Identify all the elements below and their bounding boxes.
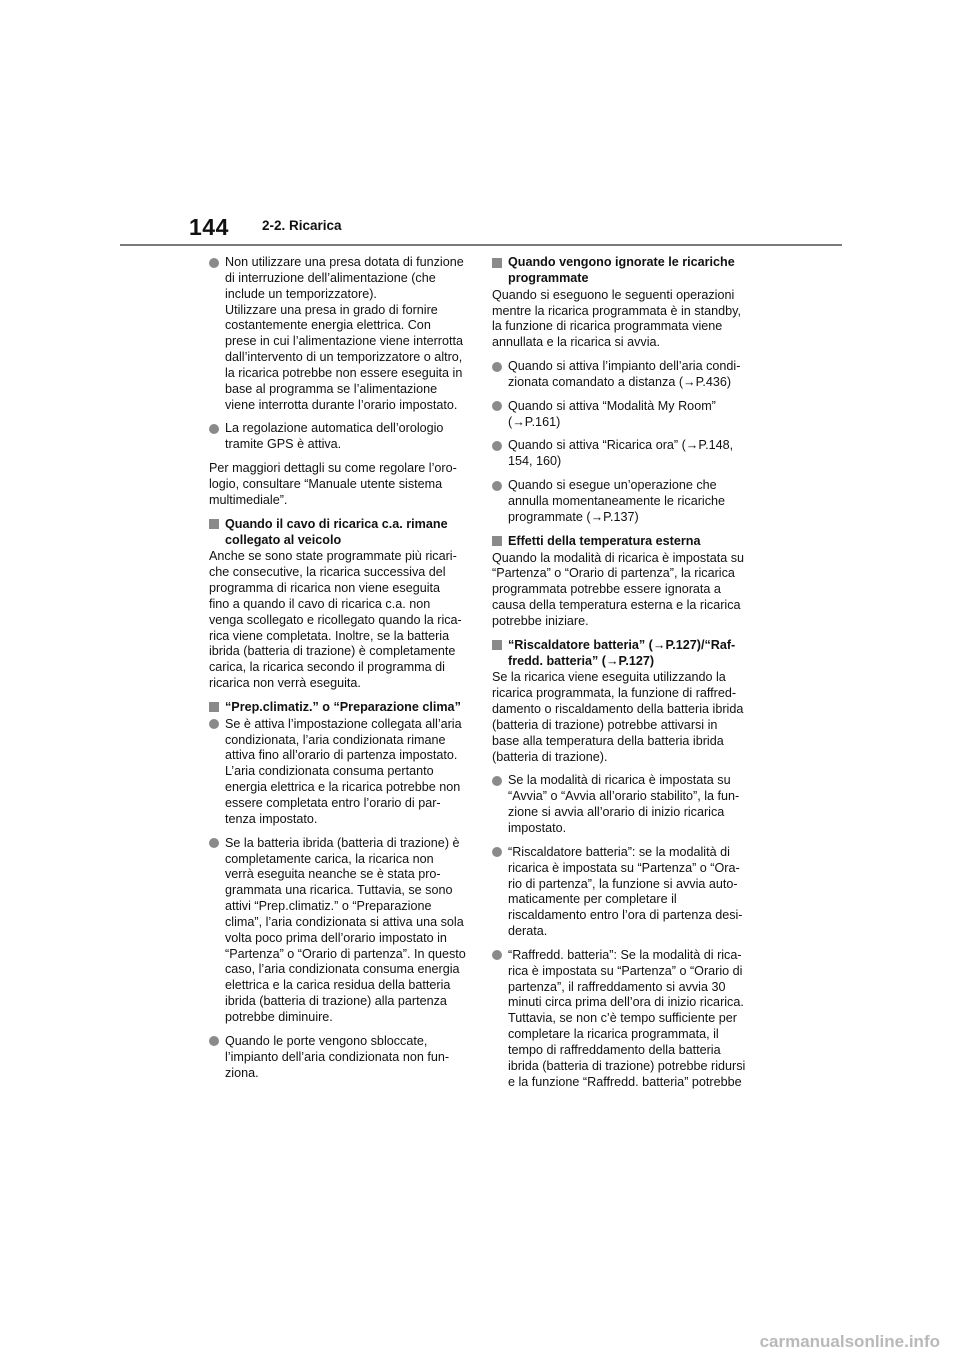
text-line: rica è impostata su “Partenza” o “Orario di — [508, 963, 743, 978]
text-line: Quando le porte vengono sbloccate, — [225, 1033, 428, 1048]
paragraph — [492, 551, 750, 630]
bullet-item — [209, 1034, 467, 1082]
bullet-item — [209, 255, 467, 413]
heading-square-icon — [209, 702, 219, 712]
text-line: base alla temperatura della batteria ibrida — [492, 733, 724, 748]
text-line: grammata una ricarica. Tuttavia, se sono — [225, 883, 453, 898]
text-line: annullata e la ricarica si avvia. — [492, 335, 660, 350]
bullet-item — [492, 948, 750, 1091]
text-line: caso, l’aria condizionata consuma energia — [225, 962, 460, 977]
text-line: Se la ricarica viene eseguita utilizzando la — [492, 670, 726, 685]
text-line: (batteria di trazione) potrebbe attivarsi in — [492, 717, 718, 732]
page-header — [0, 0, 960, 250]
text-line: minuti circa prima dell’ora di inizio ricarica. — [508, 995, 744, 1010]
text-line: L’aria condizionata consuma pertanto — [225, 764, 434, 779]
text-line: programmate — [508, 270, 589, 285]
bullet-dot-icon — [492, 441, 502, 451]
text-line: Effetti della temperatura esterna — [508, 533, 701, 548]
text-line: “Partenza” o “Orario di partenza”. In questo — [225, 946, 466, 961]
text-line: Quando si attiva l’impianto dell’aria condi- — [508, 359, 741, 374]
text-line: ibrida (batteria di trazione) alla partenza — [225, 994, 447, 1009]
bullet-item — [492, 478, 750, 526]
subsection-heading — [209, 700, 467, 716]
heading-square-icon — [492, 258, 502, 268]
text-line: di interruzione dell’alimentazione (che — [225, 270, 436, 285]
text-line: programmate (→P.137) — [508, 509, 639, 524]
text-line: Quando vengono ignorate le ricariche — [508, 255, 735, 269]
text-line: include un temporizzatore). — [225, 286, 377, 301]
text-line: impostato. — [508, 821, 567, 835]
text-line: mentre la ricarica programmata è in standby, — [492, 303, 741, 318]
text-line: Se è attiva l’impostazione collegata all’aria — [225, 716, 462, 731]
bullet-item — [492, 399, 750, 431]
text-line: zionata comandato a distanza (→P.436) — [508, 374, 732, 389]
bullet-item — [209, 717, 467, 828]
text-line: completare la ricarica programmata, il — [508, 1027, 719, 1042]
text-line: Se la batteria ibrida (batteria di trazione) è — [225, 835, 460, 850]
heading-square-icon — [492, 536, 502, 546]
text-line: (batteria di trazione). — [492, 749, 608, 764]
text-line: essere completata entro l’orario di par- — [225, 796, 441, 810]
text-line: fredd. batteria” (→P.127) — [508, 653, 655, 668]
text-line: multimediale”. — [209, 492, 288, 507]
text-line: ibrida (batteria di trazione) potrebbe ridursi — [508, 1058, 746, 1073]
section-title: 2-2. Ricarica — [262, 218, 342, 233]
text-line: attiva fino all’orario di partenza impostato. — [225, 748, 458, 763]
text-line: dall’intervento di un temporizzatore o altro, — [225, 350, 463, 365]
left-column — [209, 255, 467, 1089]
text-line: ibrida (batteria di trazione) è completamente — [209, 644, 456, 659]
text-line: rica viene completata. Inoltre, se la batteria — [209, 628, 450, 643]
paragraph — [492, 288, 750, 351]
bullet-item — [492, 845, 750, 940]
text-line: Quando si attiva “Ricarica ora” (→P.148, — [508, 438, 734, 453]
bullet-dot-icon — [492, 950, 502, 960]
text-line: (→P.161) — [508, 414, 561, 429]
text-line: 154, 160) — [508, 454, 562, 469]
bullet-dot-icon — [209, 719, 219, 729]
text-line: la ricarica potrebbe non essere eseguita in — [225, 365, 463, 380]
bullet-dot-icon — [492, 847, 502, 857]
text-line: Quando si eseguono le seguenti operazioni — [492, 287, 735, 302]
heading-square-icon — [209, 519, 219, 529]
text-line: e la funzione “Raffredd. batteria” potrebbe — [508, 1074, 742, 1089]
bullet-dot-icon — [209, 258, 219, 268]
paragraph — [492, 670, 750, 765]
text-line: viene interrotta durante l’orario impostato. — [225, 397, 458, 412]
text-line: Tuttavia, se non c’è tempo sufficiente per — [508, 1011, 737, 1026]
text-line: Quando il cavo di ricarica c.a. rimane — [225, 516, 448, 531]
text-line: Se la modalità di ricarica è impostata su — [508, 773, 731, 788]
text-line: causa della temperatura esterna e la ricarica — [492, 598, 741, 613]
subsection-heading — [209, 517, 467, 549]
text-line: ricarica programmata, la funzione di raffred- — [492, 686, 737, 701]
bullet-item — [492, 438, 750, 470]
text-line: maticamente per completare il — [508, 892, 677, 907]
subsection-heading — [492, 534, 750, 550]
text-line: “Riscaldatore batteria” (→P.127)/“Raf- — [508, 637, 736, 652]
bullet-dot-icon — [492, 776, 502, 786]
bullet-item — [209, 836, 467, 1026]
text-line: Per maggiori dettagli su come regolare l’oro- — [209, 461, 457, 476]
text-line: rio di partenza”, la funzione si avvia auto- — [508, 876, 738, 891]
text-line: ricarica non verrà eseguita. — [209, 676, 361, 691]
text-line: Quando si esegue un’operazione che — [508, 478, 717, 493]
bullet-dot-icon — [492, 362, 502, 372]
bullet-dot-icon — [209, 838, 219, 848]
text-line: “Partenza” o “Orario di partenza”, la ricarica — [492, 566, 735, 581]
text-line: venga scollegato e ricollegato quando la rica- — [209, 612, 462, 627]
heading-square-icon — [492, 640, 502, 650]
bullet-item — [492, 773, 750, 836]
text-line: logio, consultare “Manuale utente sistema — [209, 476, 443, 491]
subsection-heading — [492, 638, 750, 670]
text-line: che consecutive, la ricarica successiva del — [209, 565, 446, 580]
text-line: tenza impostato. — [225, 811, 318, 826]
text-line: Quando si attiva “Modalità My Room” — [508, 398, 716, 413]
text-line: “Raffredd. batteria”: Se la modalità di rica- — [508, 947, 742, 962]
text-line: “Avvia” o “Avvia all’orario stabilito”, la fun- — [508, 789, 740, 804]
text-line: prese in cui l’alimentazione viene interrotta — [225, 334, 464, 349]
text-line: elettrica e la carica residua della batteria — [225, 978, 451, 993]
text-line: annulla momentaneamente le ricariche — [508, 493, 726, 508]
text-line: la funzione di ricarica programmata viene — [492, 319, 723, 334]
text-line: ricarica è impostata su “Partenza” o “Ora- — [508, 860, 740, 875]
bullet-dot-icon — [492, 481, 502, 491]
text-line: attivi “Prep.climatiz.” o “Preparazione — [225, 899, 432, 914]
bullet-dot-icon — [209, 424, 219, 434]
text-line: Utilizzare una presa in grado di fornire — [225, 302, 438, 317]
text-line: “Riscaldatore batteria”: se la modalità di — [508, 844, 730, 859]
bullet-item — [492, 359, 750, 391]
text-line: damento o riscaldamento della batteria ibrida — [492, 702, 744, 717]
text-line: tramite GPS è attiva. — [225, 437, 342, 452]
text-line: verrà eseguita neanche se è stata pro- — [225, 867, 441, 882]
paragraph — [209, 461, 467, 509]
text-line: base al programma se l’alimentazione — [225, 381, 438, 396]
page-number: 144 — [189, 214, 229, 240]
text-line: fino a quando il cavo di ricarica c.a. non — [209, 596, 431, 611]
text-line: completamente carica, la ricarica non — [225, 851, 434, 866]
text-line: potrebbe iniziare. — [492, 613, 589, 628]
header-divider — [120, 244, 842, 246]
text-line: derata. — [508, 924, 548, 939]
text-line: l’impianto dell’aria condizionata non fun- — [225, 1049, 450, 1064]
bullet-item — [209, 421, 467, 453]
text-line: carica, la ricarica secondo il programma di — [209, 660, 445, 675]
text-line: costantemente energia elettrica. Con — [225, 318, 431, 333]
text-line: condizionata, l’aria condizionata rimane — [225, 732, 446, 747]
text-line: clima”, l’aria condizionata si attiva una sola — [225, 914, 464, 929]
text-line: programmata potrebbe essere ignorata a — [492, 582, 721, 597]
bullet-dot-icon — [209, 1036, 219, 1046]
text-line: tempo di raffreddamento della batteria — [508, 1042, 721, 1057]
text-line: riscaldamento entro l’ora di partenza desi- — [508, 908, 743, 923]
subsection-heading — [492, 255, 750, 287]
right-column — [492, 255, 750, 1099]
text-line: Anche se sono state programmate più ricari- — [209, 549, 457, 564]
text-line: Non utilizzare una presa dotata di funzione — [225, 255, 464, 269]
text-line: zione si avvia all’orario di inizio ricarica — [508, 805, 725, 820]
text-line: programma di ricarica non viene eseguita — [209, 581, 441, 596]
text-line: volta poco prima dell’orario impostato in — [225, 930, 447, 945]
text-line: Quando la modalità di ricarica è impostata su — [492, 550, 745, 565]
text-line: La regolazione automatica dell’orologio — [225, 421, 444, 436]
text-line: energia elettrica e la ricarica potrebbe non — [225, 780, 461, 795]
paragraph — [209, 549, 467, 692]
text-line: potrebbe diminuire. — [225, 1009, 333, 1024]
text-line: “Prep.climatiz.” o “Preparazione clima” — [225, 699, 461, 714]
bullet-dot-icon — [492, 401, 502, 411]
text-line: collegato al veicolo — [225, 532, 342, 547]
watermark: carmanualsonline.info — [759, 1332, 940, 1351]
text-line: ziona. — [225, 1065, 259, 1080]
text-line: partenza”, il raffreddamento si avvia 30 — [508, 979, 726, 994]
